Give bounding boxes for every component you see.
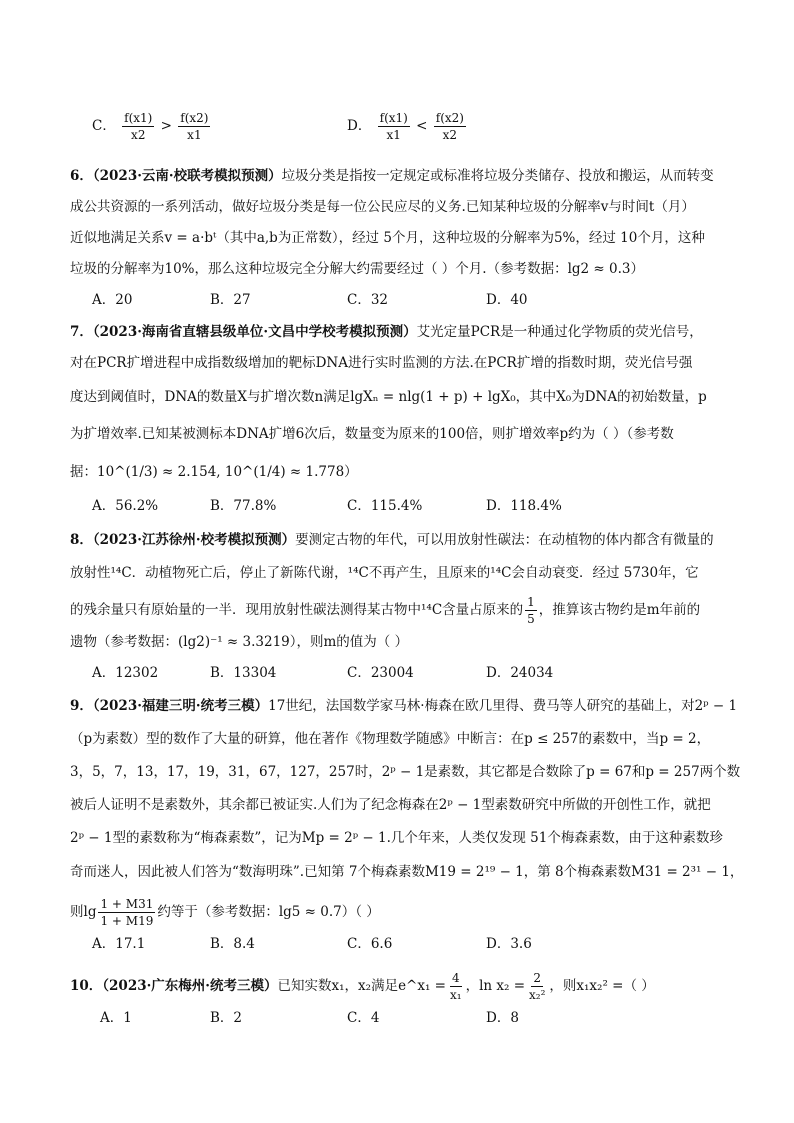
option-c-prev xyxy=(92,110,212,143)
operator: > xyxy=(160,118,172,134)
q9-option-d: D．3.6 xyxy=(486,936,532,952)
q8-line-1 xyxy=(70,530,714,550)
q9-line-4: 被后人证明不是素数外，其余都已被证实.人们为了纪念梅森在2ᵖ − 1型素数研究中所做的开创性工作，就把 xyxy=(70,797,711,813)
operator: < xyxy=(416,118,428,134)
fraction-numerator: 2 xyxy=(533,971,542,985)
q7-option-d: D．118.4% xyxy=(486,498,562,514)
q10-option-c: C．4 xyxy=(347,1010,380,1026)
fraction-denominator: x2 xyxy=(442,128,458,142)
question-source: 10．（2023·广东梅州·统考三模） xyxy=(70,978,278,994)
fraction-denominator: x1 xyxy=(386,128,401,142)
question-text: ，推算该古物约是m年前的 xyxy=(538,602,701,618)
q9-option-b: B．8.4 xyxy=(210,936,255,952)
question-text: ，则x₁x₂² =（ ） xyxy=(549,978,655,994)
option-label: D． xyxy=(347,118,372,134)
q8-line-3 xyxy=(70,594,700,627)
q9-line-3: 3，5，7，13，17，19，31，67，127，257时，2ᵖ − 1是素数，其它都是合数除了p = 67和p = 257两个数 xyxy=(70,764,741,780)
fraction xyxy=(178,110,210,143)
fraction xyxy=(527,970,547,1003)
question-source: 8．（2023·江苏徐州·校考模拟预测） xyxy=(70,532,296,548)
fraction-numerator: f(x1) xyxy=(379,111,408,125)
fraction-denominator: x2 xyxy=(131,128,146,142)
fraction xyxy=(448,970,464,1003)
fraction-denominator: x₁ xyxy=(450,988,462,1002)
fraction-numerator: 1 xyxy=(527,595,535,609)
fraction xyxy=(98,896,155,929)
q7-line-5: 据：10^(1/3) ≈ 2.154, 10^(1/4) ≈ 1.778） xyxy=(70,464,358,480)
q9-line-1 xyxy=(70,696,737,716)
question-text: ，ln x₂ = xyxy=(465,978,526,994)
q7-line-3: 度达到阈值时，DNA的数量X与扩增次数n满足lgXₙ = nlg(1 + p) + lgX₀，其中X₀为DNA的初始数量，p xyxy=(70,389,707,405)
q9-line-5: 2ᵖ − 1型的素数称为“梅森素数”，记为Mp = 2ᵖ − 1.几个年来，人类仅发现 51个梅森素数，由于这种素数珍 xyxy=(70,830,723,846)
fraction xyxy=(122,110,154,143)
q8-line-2: 放射性¹⁴C．动植物死亡后，停止了新陈代谢，¹⁴C不再产生，且原来的¹⁴C会自动衰变．经过 5730年，它 xyxy=(70,565,699,581)
q9-option-c: C．6.6 xyxy=(347,936,393,952)
q8-line-4: 遗物（参考数据：(lg2)⁻¹ ≈ 3.3219），则m的值为（ ） xyxy=(70,634,409,650)
q10-option-b: B．2 xyxy=(210,1010,243,1026)
fraction-numerator: 1 + M31 xyxy=(100,897,154,911)
q6-option-d: D．40 xyxy=(486,292,528,308)
q6-option-b: B．27 xyxy=(210,292,251,308)
fraction-denominator: x1 xyxy=(187,128,202,142)
fraction-numerator: 4 xyxy=(451,971,460,985)
q7-line-4: 为扩增效率.已知某被测标本DNA扩增6次后，数量变为原来的100倍，则扩增效率p约为（ ）（参考数 xyxy=(70,426,674,442)
q6-option-c: C．32 xyxy=(347,292,389,308)
q8-option-b: B．13304 xyxy=(210,665,277,681)
q9-line-7 xyxy=(70,896,380,929)
q10-option-a: A．1 xyxy=(100,1010,132,1026)
q7-option-a: A．56.2% xyxy=(92,498,159,514)
question-source: 7．（2023·海南省直辖县级单位·文昌中学校考模拟预测） xyxy=(70,324,417,340)
question-text: 17世纪，法国数学家马林·梅森在欧几里得、费马等人研究的基础上，对2ᵖ − 1 xyxy=(268,698,738,714)
q7-option-c: C．115.4% xyxy=(347,498,423,514)
question-source: 9．（2023·福建三明·统考三模） xyxy=(70,698,269,714)
question-text: 约等于（参考数据：lg5 ≈ 0.7）（ ） xyxy=(157,904,380,920)
q9-line-6: 奇而迷人，因此被人们答为“数海明珠”.已知第 7个梅森素数M19 = 2¹⁹ − 1，第 8个梅森素数M31 = 2³¹ − 1， xyxy=(70,864,744,880)
option-d-prev xyxy=(347,110,468,143)
fraction xyxy=(525,594,537,627)
q6-line-1 xyxy=(70,166,714,186)
fraction-numerator: f(x2) xyxy=(435,111,464,125)
fraction-numerator: f(x2) xyxy=(180,111,209,125)
q10-option-d: D．8 xyxy=(486,1010,519,1026)
q6-option-a: A．20 xyxy=(92,292,133,308)
option-label: C． xyxy=(92,118,116,134)
q7-option-b: B．77.8% xyxy=(210,498,277,514)
fraction-denominator: 1 + M19 xyxy=(100,914,154,928)
question-text: 要测定古物的年代，可以用放射性碳法：在动植物的体内都含有微量的 xyxy=(295,532,714,548)
q10-line-1 xyxy=(70,970,655,1003)
q8-option-d: D．24034 xyxy=(486,665,554,681)
question-text: 艾光定量PCR是一种通过化学物质的荧光信号， xyxy=(416,324,703,340)
q9-option-a: A．17.1 xyxy=(92,936,146,952)
question-source: 6．（2023·云南·校联考模拟预测） xyxy=(70,168,282,184)
fraction-numerator: f(x1) xyxy=(124,111,153,125)
q8-option-a: A．12302 xyxy=(92,665,159,681)
q8-option-c: C．23004 xyxy=(347,665,414,681)
q6-line-2: 成公共资源的一系列活动，做好垃圾分类是每一位公民应尽的义务.已知某种垃圾的分解率v与时间t（月） xyxy=(70,199,695,215)
q7-line-2: 对在PCR扩增进程中成指数级增加的靶标DNA进行实时监测的方法.在PCR扩增的指数时期，荧光信号强 xyxy=(70,355,693,371)
q6-line-4: 垃圾的分解率为10%，那么这种垃圾完全分解大约需要经过（ ）个月.（参考数据：lg2 ≈ 0.3） xyxy=(70,261,644,277)
question-text: 垃圾分类是指按一定规定或标准将垃圾分类储存、投放和搬运，从而转变 xyxy=(281,168,714,184)
question-text: 已知实数x₁，x₂满足e^x₁ = xyxy=(277,978,446,994)
fraction-denominator: x₂² xyxy=(529,988,546,1002)
fraction-denominator: 5 xyxy=(527,612,535,626)
fraction xyxy=(378,110,410,143)
question-text: 则lg xyxy=(70,904,97,920)
q6-line-3: 近似地满足关系v = a·bᵗ（其中a,b为正常数），经过 5个月，这种垃圾的分解率为5%，经过 10个月，这种 xyxy=(70,230,705,246)
q7-line-1 xyxy=(70,322,703,342)
q9-line-2: （p为素数）型的数作了大量的研算，他在著作《物理数学随感》中断言：在p ≤ 257的素数中，当p = 2， xyxy=(70,731,711,747)
question-text: 的残余量只有原始量的一半．现用放射性碳法测得某古物中¹⁴C含量占原来的 xyxy=(70,602,524,618)
fraction xyxy=(434,110,466,143)
